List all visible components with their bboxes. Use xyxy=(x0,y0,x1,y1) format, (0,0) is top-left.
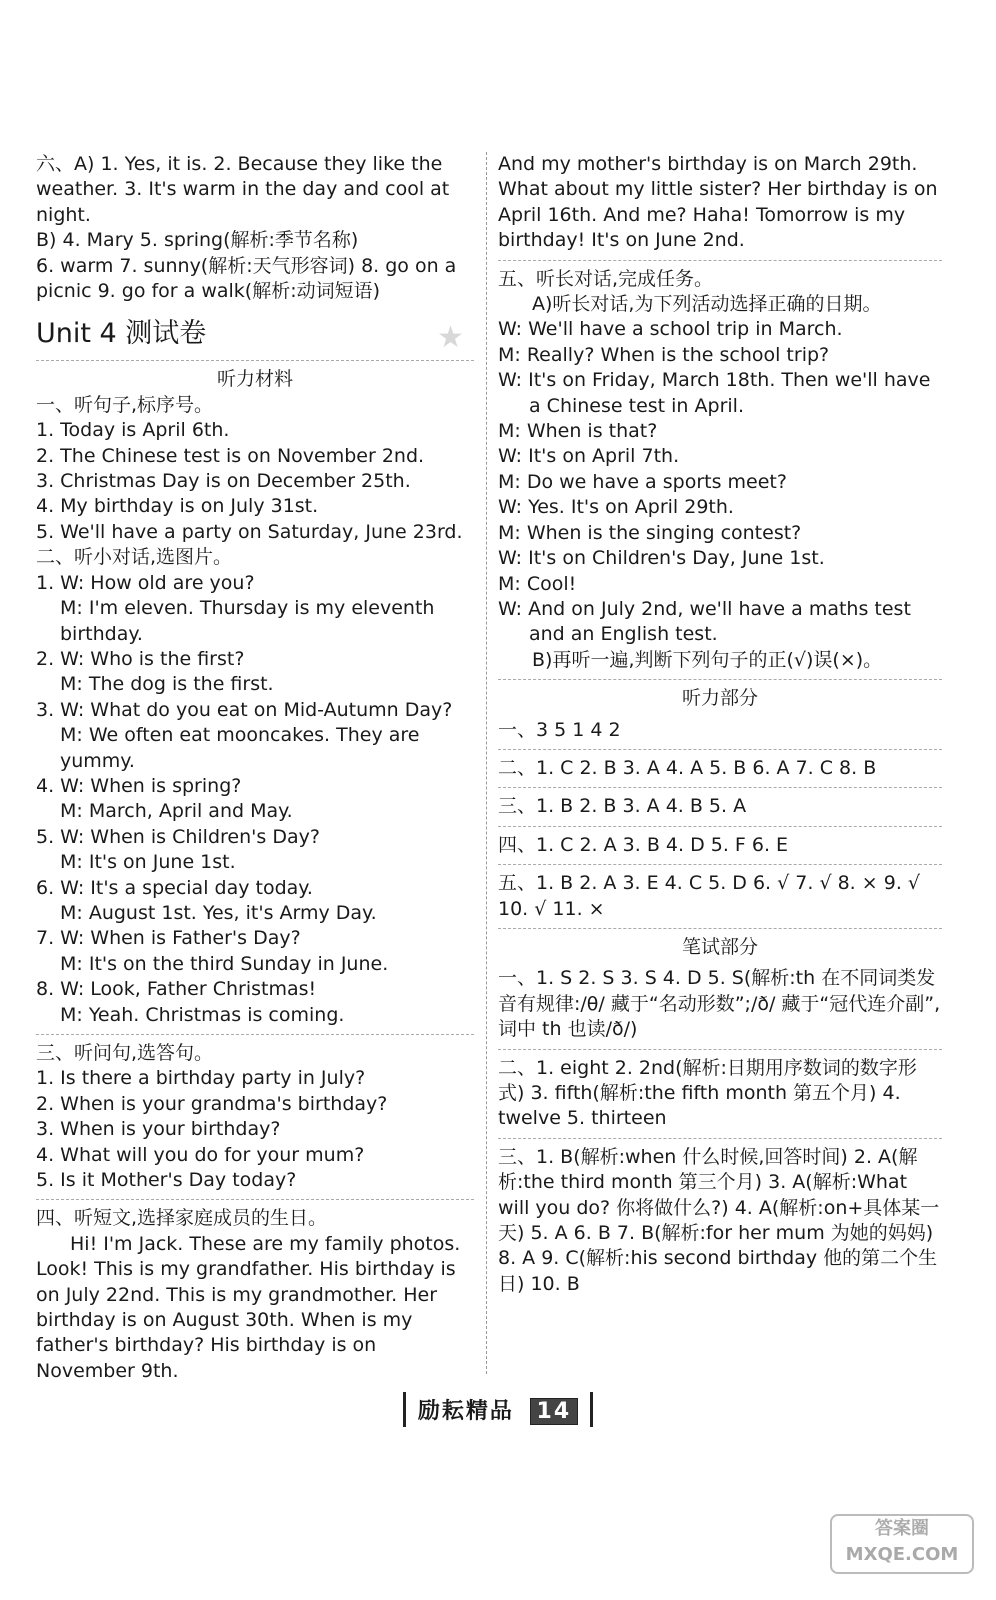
dialog-m: M: We often eat mooncakes. They are yummy. xyxy=(60,724,420,772)
answer-line: 一、3 5 1 4 2 xyxy=(498,718,621,741)
dialog-line: W: Yes. It's on April 29th. xyxy=(498,496,734,519)
part3-item: 5. Is it Mother's Day today? xyxy=(36,1169,297,1192)
dialog-w: 2. W: Who is the first? xyxy=(36,647,245,670)
dialog-m: M: August 1st. Yes, it's Army Day. xyxy=(60,901,377,924)
dialog-m: M: It's on June 1st. xyxy=(60,851,236,874)
divider xyxy=(498,260,942,261)
answer-line: 四、1. C 2. A 3. B 4. D 5. F 6. E xyxy=(498,833,789,856)
written-part-title: 笔试部分 xyxy=(681,935,758,958)
dialog-line: W: It's on Friday, March 18th. Then we'll have a Chinese test in April. xyxy=(498,369,931,417)
part3-title: 三、听问句,选答句。 xyxy=(36,1042,214,1064)
column-divider xyxy=(486,152,487,1374)
watermark-logo: 答案圈 MXQE.COM xyxy=(830,1514,974,1574)
part5-a: A)听长对话,为下列活动选择正确的日期。 xyxy=(532,293,882,316)
answer-line: 一、1. S 2. S 3. S 4. D 5. S(解析:th 在不同词类发音有规律:/θ/ 藏于“名动形数”;/ð/ 藏于“冠代连介副”,词中 th 也读/ð/) xyxy=(498,967,941,1041)
part1-item: 3. Christmas Day is on December 25th. xyxy=(36,470,411,493)
answer-line: 二、1. C 2. B 3. A 4. A 5. B 6. A 7. C 8. B xyxy=(498,756,877,779)
divider xyxy=(498,864,942,865)
divider xyxy=(498,928,942,929)
dialog-w: 7. W: When is Father's Day? xyxy=(36,927,301,950)
part1-item: 1. Today is April 6th. xyxy=(36,419,230,442)
dialog-w: 6. W: It's a special day today. xyxy=(36,876,313,899)
part5-b: B)再听一遍,判断下列句子的正(√)误(×)。 xyxy=(532,648,883,671)
dialog-line: M: Do we have a sports meet? xyxy=(498,470,787,493)
part4-title: 四、听短文,选择家庭成员的生日。 xyxy=(36,1207,328,1230)
answer-line: 三、1. B(解析:when 什么时候,回答时间) 2. A(解析:the third month 第三个月) 3. A(解析:What will you do? 你将做什么?) 4. A(解析:on+具体某一天) 5. A 6. B 7. B(解析:for her mum 为她的妈妈) 8. A 9. C(解析:his second birthday 他的第二个生日) 10. B xyxy=(498,1145,940,1295)
dialog-line: W: It's on Children's Day, June 1st. xyxy=(498,547,825,570)
divider xyxy=(498,679,942,680)
dialog-w: 4. W: When is spring? xyxy=(36,774,242,797)
divider xyxy=(36,360,474,361)
dialog-m: M: I'm eleven. Thursday is my eleventh birthday. xyxy=(60,597,435,645)
part1-title: 一、听句子,标序号。 xyxy=(36,393,214,416)
part1-item: 2. The Chinese test is on November 2nd. xyxy=(36,444,425,467)
divider xyxy=(36,1034,474,1035)
footer-brand: 励耘精品 14 xyxy=(403,1392,593,1427)
divider xyxy=(498,1049,942,1050)
section-six-line-3: 6. warm 7. sunny(解析:天气形容词) 8. go on a picnic 9. go for a walk(解析:动词短语) xyxy=(36,254,457,303)
answer-line: 五、1. B 2. A 3. E 4. C 5. D 6. √ 7. √ 8. × 9. √ 10. √ 11. × xyxy=(498,872,920,920)
divider xyxy=(498,787,942,788)
part4-text: Hi! I'm Jack. These are my family photos. Look! This is my grandfather. His birthday is on July 22nd. This is my grandmother. Her birthday is on August 30th. When is my father's birthday? His birthday is on November 9th. xyxy=(36,1232,461,1382)
part3-item: 4. What will you do for your mum? xyxy=(36,1143,365,1166)
answer-line: 三、1. B 2. B 3. A 4. B 5. A xyxy=(498,795,747,818)
dialog-line: M: When is the singing contest? xyxy=(498,521,802,544)
part4-continued: And my mother's birthday is on March 29th. What about my little sister? Her birthday is on April 16th. And me? Haha! Tomorrow is my birthday! It's on June 2nd. xyxy=(498,153,938,252)
section-six-line-2: B) 4. Mary 5. spring(解析:季节名称) xyxy=(36,229,359,252)
dialog-line: M: When is that? xyxy=(498,420,658,443)
dialog-m: M: March, April and May. xyxy=(60,800,293,823)
dialog-line: M: Cool! xyxy=(498,572,577,595)
answer-line: 二、1. eight 2. 2nd(解析:日期用序数词的数字形式) 3. fifth(解析:the fifth month 第五个月) 4. twelve 5. thirteen xyxy=(498,1056,917,1130)
dialog-m: M: It's on the third Sunday in June. xyxy=(60,952,389,975)
dialog-w: 8. W: Look, Father Christmas! xyxy=(36,978,317,1001)
dialog-w: 3. W: What do you eat on Mid-Autumn Day? xyxy=(36,698,453,721)
divider xyxy=(36,1199,474,1200)
dialog-m: M: The dog is the first. xyxy=(60,673,274,696)
divider xyxy=(498,826,942,827)
dialog-line: W: We'll have a school trip in March. xyxy=(498,318,843,341)
left-column xyxy=(36,152,474,1384)
part1-item: 5. We'll have a party on Saturday, June 23rd. xyxy=(36,520,463,543)
listening-part-title: 听力部分 xyxy=(681,687,758,710)
divider xyxy=(498,1138,942,1139)
listening-material-title: 听力材料 xyxy=(216,368,293,391)
dialog-line: M: Really? When is the school trip? xyxy=(498,343,830,366)
part2-title: 二、听小对话,选图片。 xyxy=(36,546,233,569)
right-column xyxy=(498,152,942,1303)
page-number: 14 xyxy=(530,1398,579,1425)
part3-item: 2. When is your grandma's birthday? xyxy=(36,1092,388,1115)
divider xyxy=(498,749,942,750)
part1-item: 4. My birthday is on July 31st. xyxy=(36,495,319,518)
dialog-w: 1. W: How old are you? xyxy=(36,571,255,594)
star-icon: ★ xyxy=(437,320,464,356)
part3-item: 3. When is your birthday? xyxy=(36,1118,281,1141)
footer xyxy=(0,1392,996,1427)
dialog-line: W: It's on April 7th. xyxy=(498,445,680,468)
dialog-line: W: And on July 2nd, we'll have a maths test and an English test. xyxy=(498,597,911,646)
unit-title: Unit 4 测试卷 ★ xyxy=(36,314,474,354)
dialog-m: M: Yeah. Christmas is coming. xyxy=(60,1003,345,1026)
part5-title: 五、听长对话,完成任务。 xyxy=(498,267,714,290)
section-six-line-1: 六、A) 1. Yes, it is. 2. Because they like the weather. 3. It's warm in the day and cool at night. xyxy=(36,153,450,226)
part3-item: 1. Is there a birthday party in July? xyxy=(36,1067,366,1090)
dialog-w: 5. W: When is Children's Day? xyxy=(36,825,320,848)
